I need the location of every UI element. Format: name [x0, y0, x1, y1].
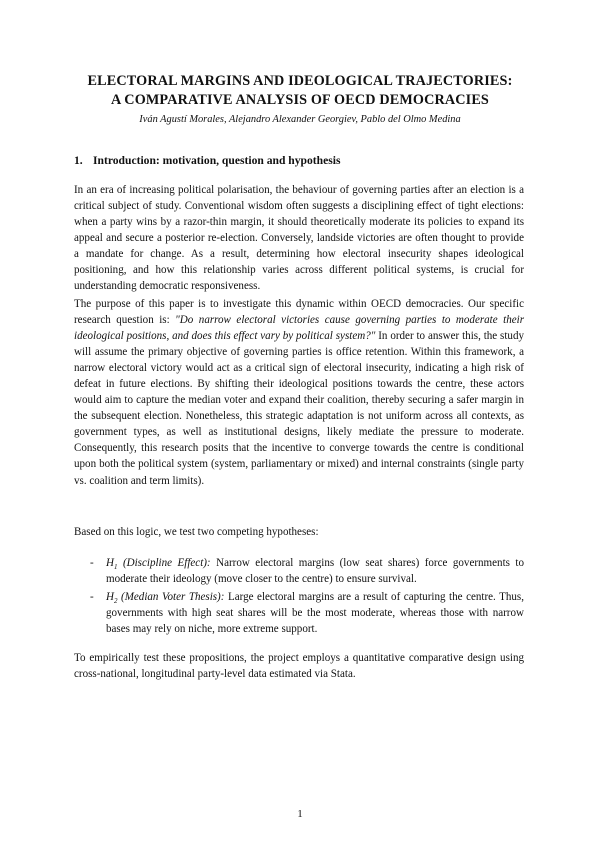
- paper-title-line-1: ELECTORAL MARGINS AND IDEOLOGICAL TRAJECTORIES:: [87, 73, 513, 89]
- paragraph-methodology: To empirically test these propositions, the project employs a quantitative comparative design using cross-national, longitudinal party-level data estimated via Stata.: [74, 652, 524, 681]
- hypothesis-item: [74, 555, 524, 587]
- section-heading: [74, 154, 341, 168]
- hypothesis-name: (Discipline Effect):: [117, 557, 211, 569]
- list-bullet-dash: -: [90, 557, 94, 569]
- hypothesis-subscript: 1: [113, 563, 118, 572]
- hypothesis-text: Large electoral margins are a result of capturing the centre. Thus, governments with high seat shares will be the most moderate, whereas those with narrow bases may rely on niche, more extreme support.: [106, 591, 524, 636]
- hypothesis-subscript: 2: [113, 597, 118, 606]
- hypothesis-item: [74, 589, 524, 637]
- author-list: Iván Agustí Morales, Alejandro Alexander Georgiev, Pablo del Olmo Medina: [139, 114, 461, 125]
- section-number: 1.: [74, 154, 83, 167]
- paper-title: [60, 72, 540, 110]
- page-number: 1: [297, 808, 303, 820]
- paper-title-line-2: A COMPARATIVE ANALYSIS OF OECD DEMOCRACIES: [111, 92, 489, 108]
- hypothesis-text: Narrow electoral margins (low seat shares) force governments to moderate their ideology (move closer to the centre) to ensure survival.: [106, 557, 524, 586]
- paragraph-hypotheses-intro: Based on this logic, we test two competing hypotheses:: [74, 526, 319, 538]
- list-bullet-dash: -: [90, 591, 94, 604]
- paragraph-motivation: In an era of increasing political polarisation, the behaviour of governing parties after an election is a critical subject of study. Conventional wisdom often suggests a disciplining effect of tight elections: when a party wins by a razor-thin margin, it should theoretically moderate its policies to expand its appeal and secure a posterior re-election. Conversely, landside victories are often thought to provide a mandate for change. As a result, determining how electoral insecurity shapes ideological positioning, and how this relationship varies across different political systems, is crucial for understanding democratic responsiveness.: [74, 184, 524, 293]
- hypotheses-list: [74, 555, 524, 639]
- research-question-quote: "Do narrow electoral victories cause governing parties to moderate their ideological positions, and does this effect vary by political system?": [74, 314, 524, 343]
- hypothesis-symbol: H: [106, 591, 114, 604]
- hypothesis-name: (Median Voter Thesis):: [117, 591, 225, 604]
- paragraph-research-question-intro: The purpose of this paper is to investigate this dynamic within OECD democracies. Our specific research question is:: [74, 298, 524, 327]
- section-title: Introduction: motivation, question and hypothesis: [93, 154, 341, 167]
- paragraph-research-question: [74, 296, 524, 489]
- paragraph-research-question-body: In order to answer this, the study will assume the primary objective of governing parties is office retention. Within this framework, a narrow electoral victory would act as a critical sign of electoral insecurity, indicating a high risk of defeat in future elections. By shifting their ideological positions towards the centre, these actors would aim to capture the median voter and expand their coalition, thereby securing a safer margin in the subsequent election. Nonetheless, this strategic adaptation is not uniform across all contexts, as government types, as well as institutional designs, likely mediate the pressure to moderate. Consequently, this research posits that the incentive to converge towards the centre is conditional upon both the political system (system, parliamentary or mixed) and internal constraints (single party vs. coalition and term limits).: [74, 330, 524, 487]
- hypothesis-symbol: H: [106, 557, 114, 569]
